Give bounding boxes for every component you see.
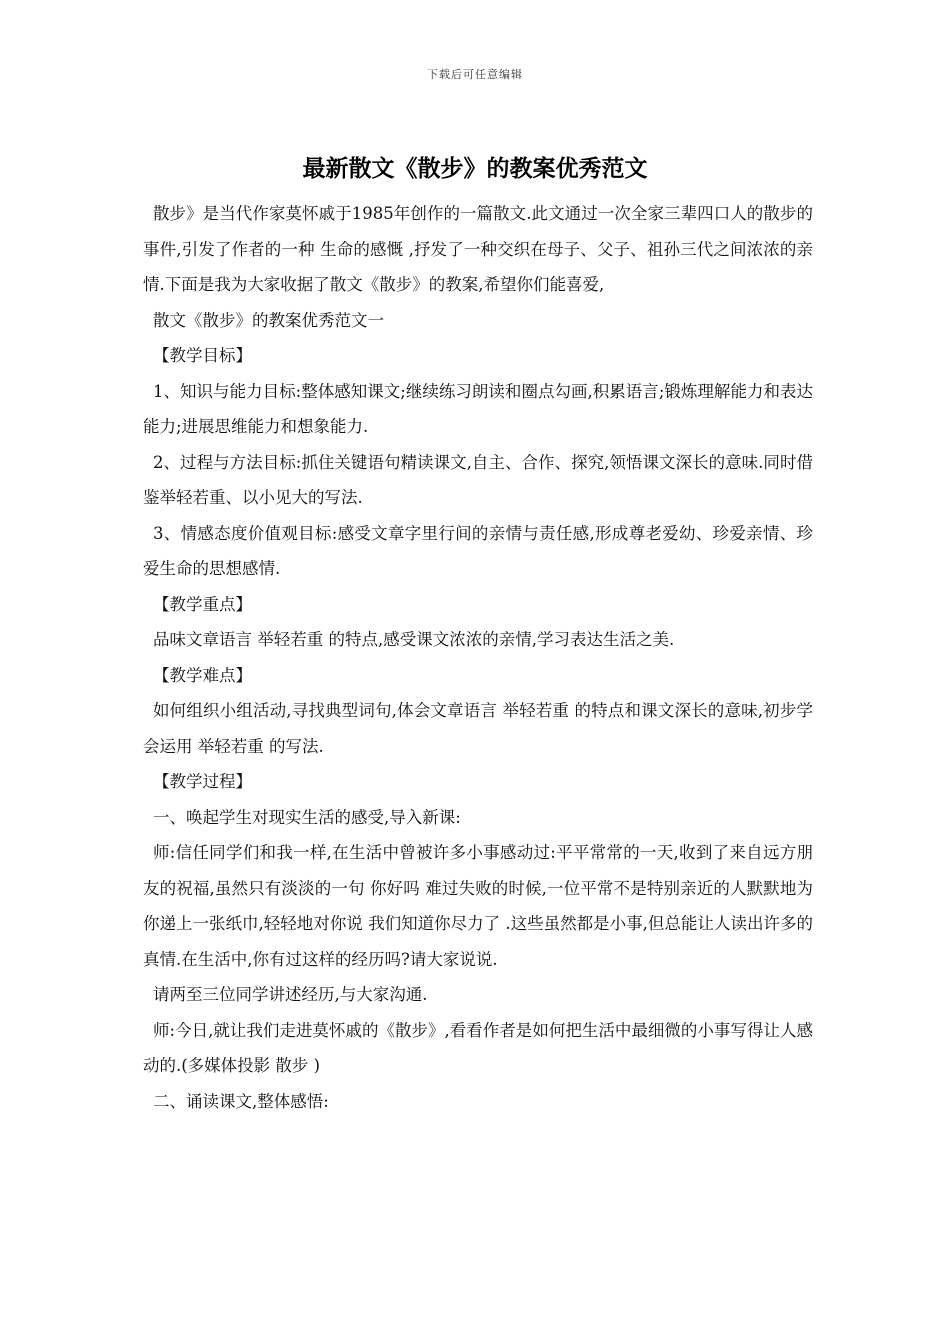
teacher-transition-paragraph: 师:今日,就让我们走进莫怀戚的《散步》,看看作者是如何把生活中最细微的小事写得让人感动的.(多媒体投影 散步 )	[143, 1020, 813, 1075]
teaching-focus-text: 品味文章语言 举轻若重 的特点,感受课文浓浓的亲情,学习表达生活之美.	[153, 630, 675, 649]
student-activity-paragraph: 请两至三位同学讲述经历,与大家沟通.	[153, 985, 428, 1004]
heading-teaching-focus: 【教学重点】	[153, 594, 252, 614]
goal-item-1: 1、知识与能力目标:整体感知课文;继续练习朗读和圈点勾画,积累语言;锻炼理解能力和表达能力;进展思维能力和想象能力.	[143, 381, 813, 436]
heading-teaching-process: 【教学过程】	[153, 772, 252, 791]
teacher-intro-paragraph: 师:信任同学们和我一样,在生活中曾被许多小事感动过:平平常常的一天,收到了来自远方朋友的祝福,虽然只有淡淡的一句 你好吗 难过失败的时候,一位平常不是特别亲近的人默默地为你递上一张纸巾,轻轻地对你说 我们知道你尽力了 .这些虽然都是小事,但总能让人读出许多的真情.在生活中,你有过这样的经历吗?请大家说说.	[143, 843, 813, 969]
header-note: 下载后可任意编辑	[427, 68, 523, 81]
document-body	[143, 196, 813, 1119]
section-heading-sample-one: 散文《散步》的教案优秀范文一	[153, 310, 384, 330]
document-title: 最新散文《散步》的教案优秀范文	[302, 155, 648, 182]
process-step-2-heading: 二、诵读课文,整体感悟:	[153, 1091, 329, 1111]
goal-item-3: 3、情感态度价值观目标:感受文章字里行间的亲情与责任感,形成尊老爱幼、珍爱亲情、珍爱生命的思想感情.	[143, 523, 813, 578]
teaching-difficulty-text: 如何组织小组活动,寻找典型词句,体会文章语言 举轻若重 的特点和课文深长的意味,初步学会运用 举轻若重 的写法.	[143, 701, 813, 756]
process-step-1-heading: 一、唤起学生对现实生活的感受,导入新课:	[153, 807, 461, 827]
intro-paragraph: 散步》是当代作家莫怀戚于1985年创作的一篇散文.此文通过一次全家三辈四口人的散步的事件,引发了作者的一种 生命的感慨 ,抒发了一种交织在母子、父子、祖孙三代之间浓浓的亲情.下面是我为大家收据了散文《散步》的教案,希望你们能喜爱,	[143, 204, 813, 294]
heading-teaching-goals: 【教学目标】	[153, 346, 252, 365]
goal-item-2: 2、过程与方法目标:抓住关键语句精读课文,自主、合作、探究,领悟课文深长的意味.同时借鉴举轻若重、以小见大的写法.	[143, 452, 813, 507]
heading-teaching-difficulty: 【教学难点】	[153, 665, 252, 685]
